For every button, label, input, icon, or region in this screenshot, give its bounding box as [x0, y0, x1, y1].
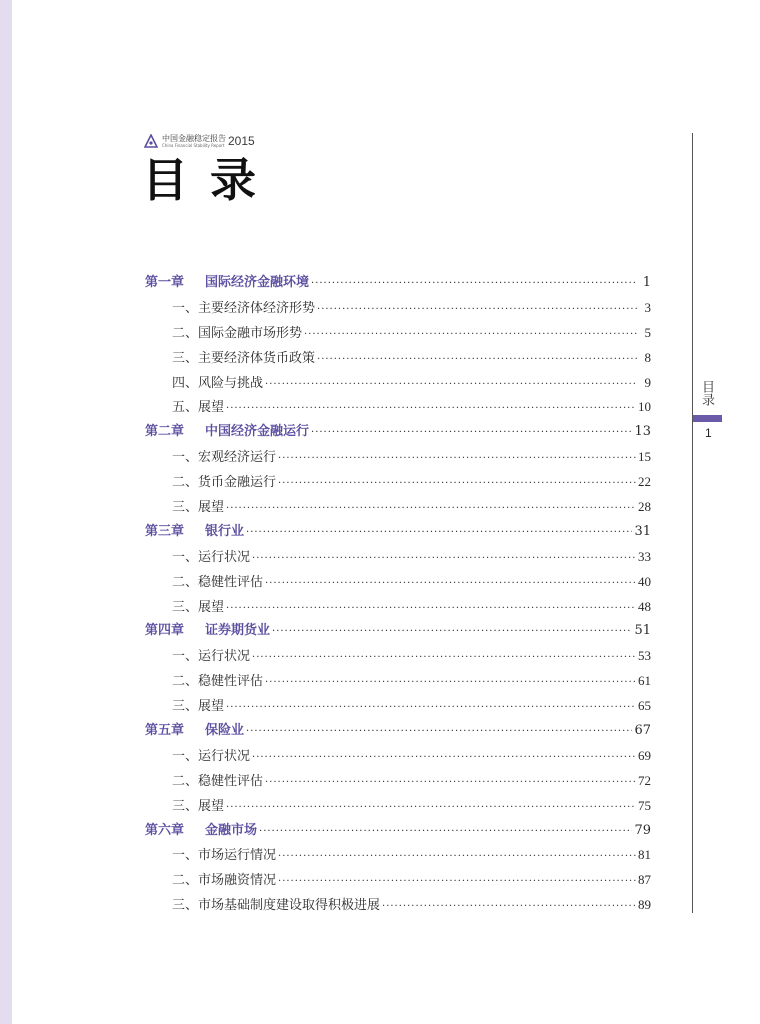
- toc-page-number: 61: [638, 673, 651, 689]
- toc-section-row[interactable]: [145, 769, 651, 794]
- toc-entry-title: 中国经济金融运行: [205, 424, 310, 440]
- toc-leader-dots: [246, 521, 632, 545]
- toc-leader-dots: [317, 298, 637, 321]
- toc-section-row[interactable]: [145, 470, 651, 495]
- toc-leader-dots: [252, 646, 636, 669]
- toc-page-number: 33: [638, 548, 651, 564]
- toc-chapter-number: 第五章: [145, 723, 185, 739]
- toc-section-row[interactable]: [145, 843, 651, 868]
- left-color-strip: [0, 0, 12, 1024]
- toc-leader-dots: [317, 348, 637, 371]
- toc-section-row[interactable]: [145, 694, 651, 719]
- toc-chapter-row[interactable]: [145, 619, 651, 644]
- toc-leader-dots: [246, 720, 632, 744]
- toc-leader-dots: [226, 497, 636, 520]
- toc-chapter-number: 第一章: [145, 275, 185, 290]
- toc-entry-title: 一、主要经济体经济形势: [172, 300, 316, 316]
- toc-page-number: 40: [638, 573, 651, 589]
- toc-page-number: 67: [634, 723, 651, 739]
- toc-section-row[interactable]: [145, 545, 651, 570]
- toc-page-number: 69: [638, 747, 651, 763]
- toc-page-number: 51: [634, 623, 651, 639]
- toc-leader-dots: [226, 397, 636, 420]
- report-name-cn: 中国金融稳定报告: [162, 134, 226, 143]
- side-accent-bar: [693, 415, 722, 422]
- toc-leader-dots: [278, 447, 636, 470]
- toc-page-number: 72: [638, 772, 651, 788]
- toc-leader-dots: [272, 620, 632, 644]
- toc-entry-title: 一、市场运行情况: [172, 848, 277, 864]
- toc-chapter-number: 第四章: [145, 623, 185, 639]
- toc-page-number: 28: [638, 499, 651, 515]
- toc-page-number: 1: [642, 275, 651, 290]
- toc-leader-dots: [265, 771, 636, 794]
- toc-entry-title: 二、稳健性评估: [172, 773, 264, 789]
- toc-entry-title: 证券期货业: [205, 623, 271, 639]
- toc-page-number: 79: [634, 822, 651, 838]
- toc-entry-title: 一、运行状况: [172, 748, 251, 764]
- toc-entry-title: 二、国际金融市场形势: [172, 325, 303, 341]
- toc-leader-dots: [252, 547, 636, 570]
- toc-entry-title: 二、稳健性评估: [172, 574, 264, 590]
- toc-entry-title: 五、展望: [172, 400, 225, 416]
- toc-page-number: 5: [644, 324, 651, 340]
- toc-leader-dots: [265, 572, 636, 595]
- toc-entry-title: 三、市场基础制度建设取得积极进展: [172, 898, 381, 914]
- toc-page-number: 75: [638, 797, 651, 813]
- toc-leader-dots: [226, 597, 636, 620]
- toc-section-row[interactable]: [145, 321, 651, 346]
- toc-page-number: 13: [634, 424, 651, 440]
- toc-page-number: 81: [638, 847, 651, 863]
- toc-leader-dots: [278, 870, 636, 893]
- toc-leader-dots: [278, 845, 636, 868]
- report-header: [144, 133, 255, 149]
- toc-entry-title: 三、展望: [172, 699, 225, 715]
- toc-section-row[interactable]: [145, 794, 651, 819]
- toc-section-row[interactable]: [145, 296, 651, 321]
- toc-section-row[interactable]: [145, 595, 651, 620]
- toc-entry-title: 二、市场融资情况: [172, 873, 277, 889]
- toc-chapter-row[interactable]: [145, 719, 651, 744]
- toc-section-row[interactable]: [145, 495, 651, 520]
- report-name: [162, 134, 226, 148]
- toc-page-number: 65: [638, 698, 651, 714]
- toc-page-number: 31: [634, 523, 651, 539]
- toc-chapter-number: 第六章: [145, 822, 185, 838]
- toc-section-row[interactable]: [145, 346, 651, 371]
- table-of-contents: [145, 271, 651, 918]
- toc-section-row[interactable]: [145, 570, 651, 595]
- toc-section-row[interactable]: [145, 644, 651, 669]
- toc-entry-title: 二、货币金融运行: [172, 475, 277, 491]
- toc-page-number: 3: [644, 299, 651, 315]
- toc-chapter-number: 第三章: [145, 523, 185, 539]
- toc-page-number: 48: [638, 598, 651, 614]
- toc-entry-title: 二、稳健性评估: [172, 674, 264, 690]
- toc-section-row[interactable]: [145, 371, 651, 396]
- side-page-number: 1: [705, 426, 712, 440]
- toc-chapter-row[interactable]: [145, 271, 651, 296]
- toc-leader-dots: [265, 373, 637, 396]
- toc-entry-title: 三、展望: [172, 599, 225, 615]
- side-section-label: 目录: [699, 380, 714, 406]
- toc-page-number: 22: [638, 474, 651, 490]
- toc-entry-title: 金融市场: [205, 822, 258, 838]
- toc-chapter-row[interactable]: [145, 520, 651, 545]
- toc-entry-title: 银行业: [205, 523, 245, 539]
- toc-leader-dots: [252, 746, 636, 769]
- toc-entry-title: 三、展望: [172, 500, 225, 516]
- toc-entry-title: 一、运行状况: [172, 649, 251, 665]
- toc-entry-title: 一、宏观经济运行: [172, 450, 277, 466]
- toc-section-row[interactable]: [145, 445, 651, 470]
- page-title: 目录: [142, 153, 278, 207]
- toc-section-row[interactable]: [145, 893, 651, 918]
- toc-leader-dots: [278, 472, 636, 495]
- toc-entry-title: 保险业: [205, 723, 245, 739]
- toc-leader-dots: [304, 323, 637, 346]
- toc-page-number: 10: [638, 399, 651, 415]
- toc-chapter-row[interactable]: [145, 420, 651, 445]
- toc-section-row[interactable]: [145, 744, 651, 769]
- toc-entry-title: 四、风险与挑战: [172, 375, 264, 391]
- toc-leader-dots: [382, 895, 636, 918]
- toc-page-number: 87: [638, 872, 651, 888]
- right-divider: [692, 133, 693, 913]
- toc-entry-title: 三、主要经济体货币政策: [172, 350, 316, 366]
- report-logo-icon: [144, 134, 158, 148]
- toc-leader-dots: [226, 696, 636, 719]
- toc-section-row[interactable]: [145, 669, 651, 694]
- toc-leader-dots: [226, 796, 636, 819]
- report-name-en: China Financial Stability Report: [162, 143, 225, 148]
- toc-leader-dots: [259, 820, 632, 844]
- toc-section-row[interactable]: [145, 395, 651, 420]
- toc-entry-title: 一、运行状况: [172, 549, 251, 565]
- toc-leader-dots: [265, 671, 636, 694]
- toc-page-number: 53: [638, 648, 651, 664]
- toc-leader-dots: [311, 272, 637, 296]
- toc-page-number: 89: [638, 897, 651, 913]
- toc-leader-dots: [311, 421, 632, 445]
- toc-chapter-number: 第二章: [145, 424, 185, 440]
- toc-page-number: 15: [638, 449, 651, 465]
- toc-entry-title: 国际经济金融环境: [205, 275, 310, 290]
- toc-page-number: 9: [644, 374, 651, 390]
- toc-chapter-row[interactable]: [145, 819, 651, 844]
- toc-page-number: 8: [644, 349, 651, 365]
- toc-section-row[interactable]: [145, 868, 651, 893]
- toc-entry-title: 三、展望: [172, 798, 225, 814]
- report-year: 2015: [228, 134, 255, 148]
